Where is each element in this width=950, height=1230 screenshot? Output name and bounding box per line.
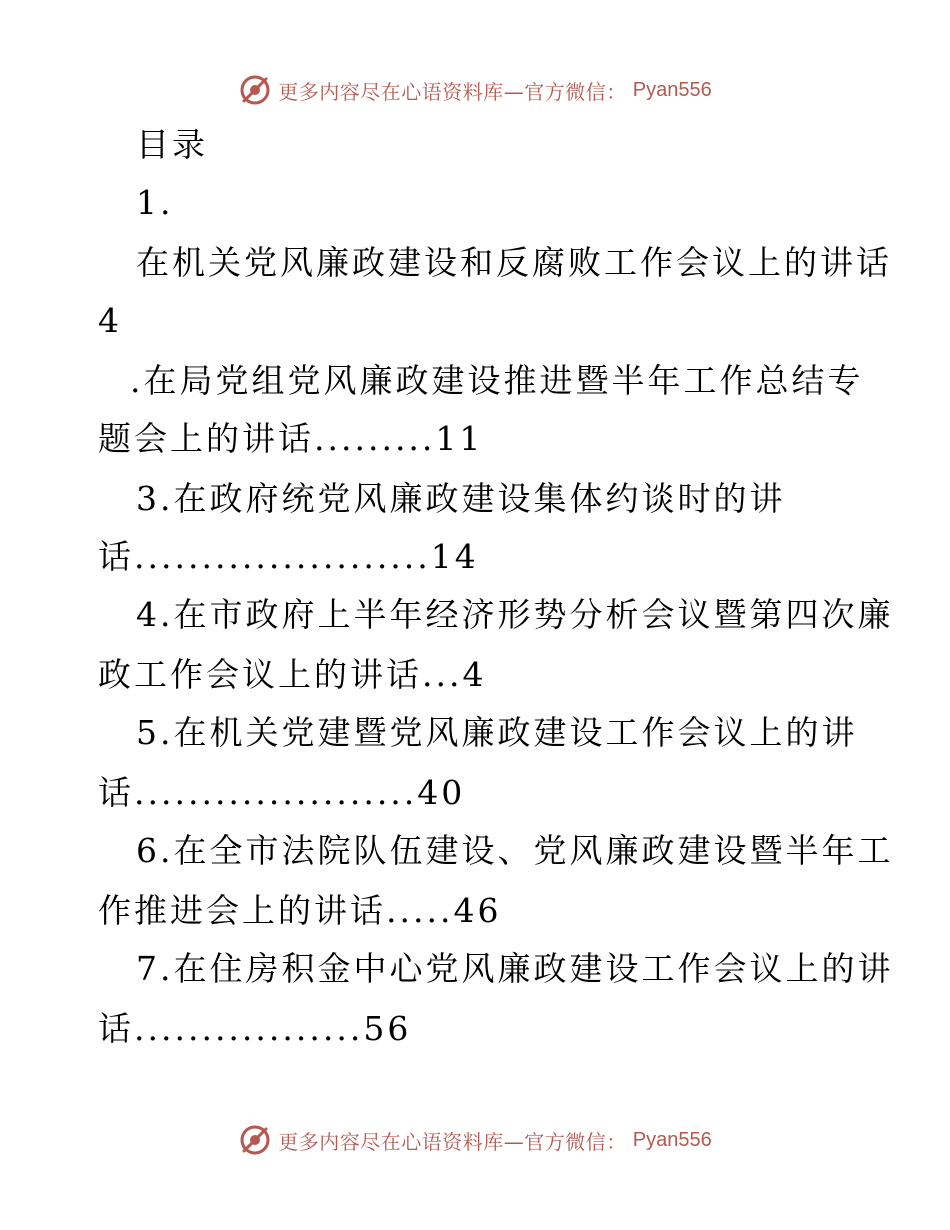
toc-line: 作推进会上的讲话.....46 <box>98 891 502 930</box>
toc-line: 话......................14 <box>98 537 479 576</box>
watermark-header <box>0 70 950 110</box>
watermark-text: 更多内容尽在心语资料库—官方微信： <box>278 79 627 104</box>
toc-line: 题会上的讲话.........11 <box>98 419 484 458</box>
toc-line: 在机关党风廉政建设和反腐败工作会议上的讲话 <box>136 243 892 282</box>
toc-line: 1. <box>136 183 174 222</box>
watermark-text: 更多内容尽在心语资料库—官方微信： <box>278 1129 627 1154</box>
toc-line: .在局党组党风廉政建设推进暨半年工作总结专 <box>130 361 864 400</box>
logo-icon <box>238 1123 272 1157</box>
toc-line: 3.在政府统党风廉政建设集体约谈时的讲 <box>136 479 786 518</box>
logo-icon <box>238 73 272 107</box>
toc-line: 话.....................40 <box>98 773 466 812</box>
toc-line: 5.在机关党建暨党风廉政建设工作会议上的讲 <box>136 713 858 752</box>
toc-line: 政工作会议上的讲话...4 <box>98 655 487 694</box>
toc-line: 4.在市政府上半年经济形势分析会议暨第四次廉 <box>136 595 894 634</box>
toc-line: 4 <box>98 301 122 340</box>
toc-line: 话.................56 <box>98 1009 412 1048</box>
toc-line: 7.在住房积金中心党风廉政建设工作会议上的讲 <box>136 949 894 988</box>
watermark-wechat-id: Pyan556 <box>632 78 712 101</box>
watermark-wechat-id: Pyan556 <box>632 1128 712 1151</box>
toc-heading: 目录 <box>136 125 208 164</box>
toc-line: 6.在全市法院队伍建设、党风廉政建设暨半年工 <box>136 831 894 870</box>
watermark-footer <box>0 1120 950 1160</box>
